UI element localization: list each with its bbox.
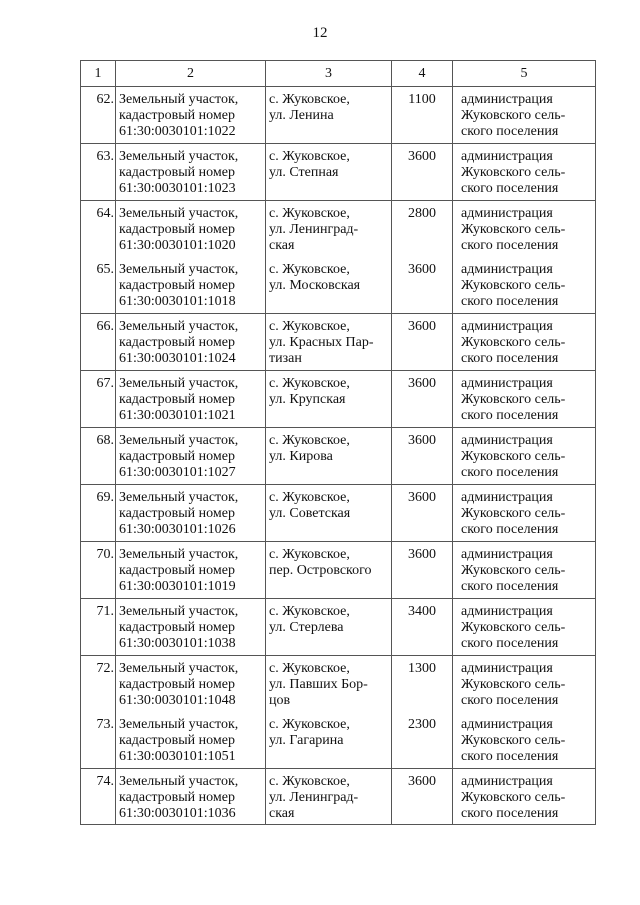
column-number-row bbox=[81, 61, 596, 87]
row-number: 64. bbox=[81, 201, 116, 258]
plot-owner: администрация Жуковского сель- ского поселения bbox=[453, 656, 596, 713]
plot-area: 1300 bbox=[392, 656, 453, 713]
row-number: 69. bbox=[81, 485, 116, 542]
plot-owner: администрация Жуковского сель- ского поселения bbox=[453, 144, 596, 201]
plot-area: 3600 bbox=[392, 314, 453, 371]
plot-description: Земельный участок, кадастровый номер 61:30:0030101:1026 bbox=[116, 485, 266, 542]
plot-address: с. Жуковское, ул. Степная bbox=[266, 144, 392, 201]
row-number: 65. bbox=[81, 257, 116, 314]
column-number-3: 3 bbox=[266, 61, 392, 87]
table-row bbox=[81, 371, 596, 428]
column-number-4: 4 bbox=[392, 61, 453, 87]
row-number: 71. bbox=[81, 599, 116, 656]
plot-address: с. Жуковское, ул. Крупская bbox=[266, 371, 392, 428]
plot-owner: администрация Жуковского сель- ского поселения bbox=[453, 87, 596, 144]
plot-owner: администрация Жуковского сель- ского поселения bbox=[453, 257, 596, 314]
plot-address: с. Жуковское, ул. Кирова bbox=[266, 428, 392, 485]
plot-area: 3600 bbox=[392, 371, 453, 428]
plot-description: Земельный участок, кадастровый номер 61:30:0030101:1022 bbox=[116, 87, 266, 144]
row-number: 63. bbox=[81, 144, 116, 201]
plot-owner: администрация Жуковского сель- ского поселения bbox=[453, 599, 596, 656]
plot-description: Земельный участок, кадастровый номер 61:30:0030101:1051 bbox=[116, 712, 266, 769]
plot-owner: администрация Жуковского сель- ского поселения bbox=[453, 201, 596, 258]
plot-area: 3400 bbox=[392, 599, 453, 656]
column-number-5: 5 bbox=[453, 61, 596, 87]
row-number: 67. bbox=[81, 371, 116, 428]
table-row bbox=[81, 712, 596, 769]
plot-area: 1100 bbox=[392, 87, 453, 144]
plot-owner: администрация Жуковского сель- ского поселения bbox=[453, 769, 596, 825]
table-row bbox=[81, 542, 596, 599]
plot-address: с. Жуковское, пер. Островского bbox=[266, 542, 392, 599]
plot-description: Земельный участок, кадастровый номер 61:30:0030101:1019 bbox=[116, 542, 266, 599]
plot-description: Земельный участок, кадастровый номер 61:30:0030101:1027 bbox=[116, 428, 266, 485]
row-number: 68. bbox=[81, 428, 116, 485]
plot-owner: администрация Жуковского сель- ского поселения bbox=[453, 542, 596, 599]
plot-owner: администрация Жуковского сель- ского поселения bbox=[453, 314, 596, 371]
plot-description: Земельный участок, кадастровый номер 61:30:0030101:1048 bbox=[116, 656, 266, 713]
plot-description: Земельный участок, кадастровый номер 61:30:0030101:1038 bbox=[116, 599, 266, 656]
plot-owner: администрация Жуковского сель- ского поселения bbox=[453, 371, 596, 428]
plot-description: Земельный участок, кадастровый номер 61:30:0030101:1024 bbox=[116, 314, 266, 371]
plot-address: с. Жуковское, ул. Красных Пар- тизан bbox=[266, 314, 392, 371]
plot-description: Земельный участок, кадастровый номер 61:30:0030101:1036 bbox=[116, 769, 266, 825]
plot-area: 3600 bbox=[392, 428, 453, 485]
plot-description: Земельный участок, кадастровый номер 61:30:0030101:1021 bbox=[116, 371, 266, 428]
plot-area: 3600 bbox=[392, 257, 453, 314]
table-row bbox=[81, 201, 596, 258]
plot-area: 3600 bbox=[392, 542, 453, 599]
plot-address: с. Жуковское, ул. Ленинград- ская bbox=[266, 201, 392, 258]
row-number: 70. bbox=[81, 542, 116, 599]
page-number: 12 bbox=[312, 25, 328, 41]
plot-description: Земельный участок, кадастровый номер 61:30:0030101:1020 bbox=[116, 201, 266, 258]
plot-address: с. Жуковское, ул. Ленина bbox=[266, 87, 392, 144]
table-row bbox=[81, 314, 596, 371]
plot-address: с. Жуковское, ул. Московская bbox=[266, 257, 392, 314]
table-row bbox=[81, 257, 596, 314]
plot-owner: администрация Жуковского сель- ского поселения bbox=[453, 485, 596, 542]
table-row bbox=[81, 428, 596, 485]
land-plots-table bbox=[80, 60, 596, 825]
plot-address: с. Жуковское, ул. Советская bbox=[266, 485, 392, 542]
table-row bbox=[81, 485, 596, 542]
table-row bbox=[81, 769, 596, 825]
plot-address: с. Жуковское, ул. Гагарина bbox=[266, 712, 392, 769]
table-row bbox=[81, 87, 596, 144]
plot-address: с. Жуковское, ул. Стерлева bbox=[266, 599, 392, 656]
column-number-1: 1 bbox=[81, 61, 116, 87]
row-number: 74. bbox=[81, 769, 116, 825]
plot-description: Земельный участок, кадастровый номер 61:30:0030101:1023 bbox=[116, 144, 266, 201]
plot-description: Земельный участок, кадастровый номер 61:30:0030101:1018 bbox=[116, 257, 266, 314]
row-number: 72. bbox=[81, 656, 116, 713]
table-row bbox=[81, 656, 596, 713]
table-row bbox=[81, 144, 596, 201]
plot-area: 3600 bbox=[392, 485, 453, 542]
column-number-2: 2 bbox=[116, 61, 266, 87]
plot-address: с. Жуковское, ул. Павших Бор- цов bbox=[266, 656, 392, 713]
plot-area: 3600 bbox=[392, 144, 453, 201]
row-number: 62. bbox=[81, 87, 116, 144]
plot-area: 3600 bbox=[392, 769, 453, 825]
row-number: 73. bbox=[81, 712, 116, 769]
table-row bbox=[81, 599, 596, 656]
plot-owner: администрация Жуковского сель- ского поселения bbox=[453, 712, 596, 769]
row-number: 66. bbox=[81, 314, 116, 371]
plot-area: 2800 bbox=[392, 201, 453, 258]
plot-area: 2300 bbox=[392, 712, 453, 769]
plot-owner: администрация Жуковского сель- ского поселения bbox=[453, 428, 596, 485]
plot-address: с. Жуковское, ул. Ленинград- ская bbox=[266, 769, 392, 825]
